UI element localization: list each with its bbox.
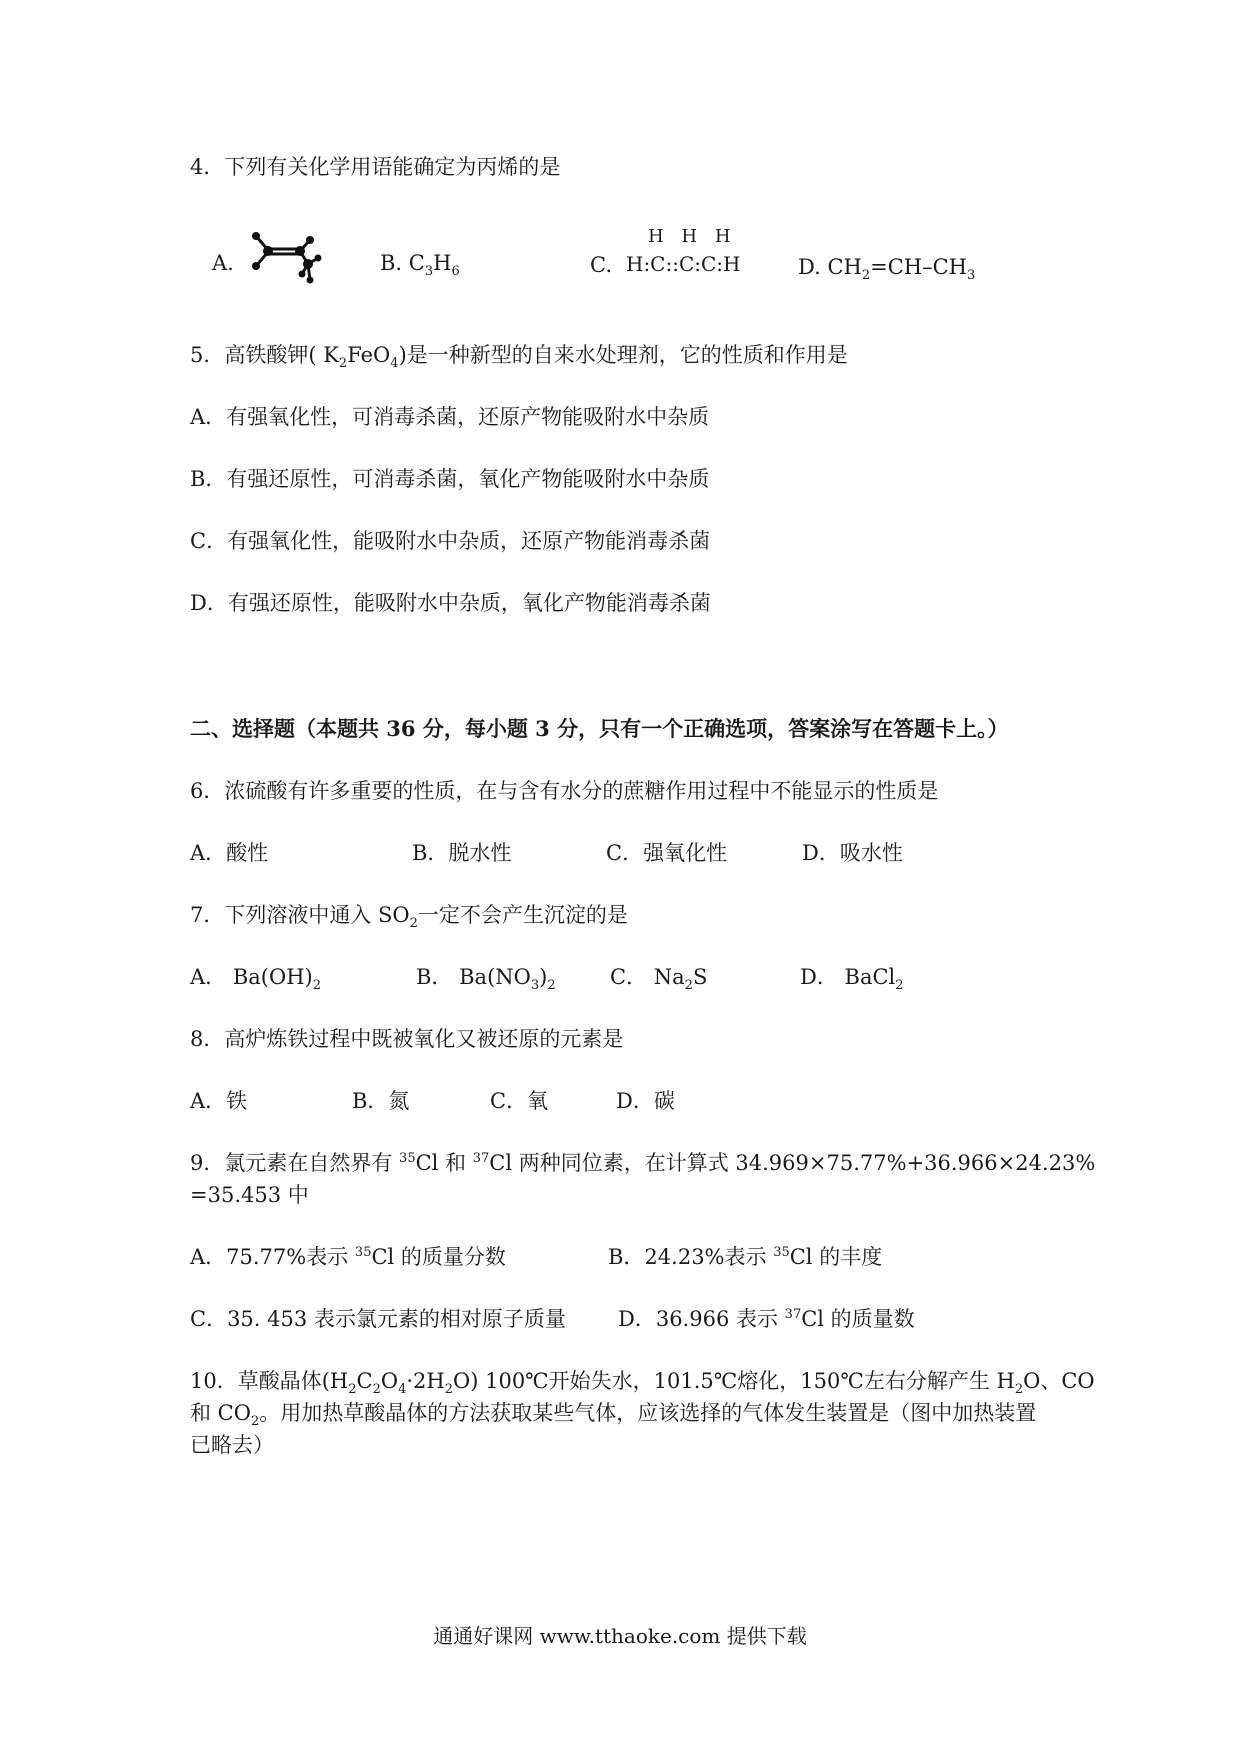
q4-option-d-part1: CH [827, 255, 862, 279]
q4-option-b[interactable] [380, 248, 460, 278]
q8-option-c[interactable]: C．氧 [490, 1089, 549, 1113]
q4-option-b-label: B. [380, 251, 409, 275]
q7-option-d-formula: BaCl [844, 965, 896, 989]
q4-option-b-sub-3: 3 [424, 264, 434, 280]
q8-option-b[interactable]: B．氮 [352, 1089, 410, 1113]
q9-option-b[interactable] [608, 1242, 882, 1272]
q7-option-c-sub: 2 [684, 978, 693, 994]
q10-sub-3: 4 [398, 1382, 407, 1398]
q7-option-b-paren: ) [539, 965, 548, 989]
q10-part-e: O) 100℃开始失水，101.5℃熔化，150℃左右分解产生 H [453, 1369, 1015, 1393]
q10-part-c: O [380, 1369, 399, 1393]
q8-option-a[interactable]: A．铁 [190, 1089, 248, 1113]
q4-option-d-label: D. [798, 255, 828, 279]
q9-option-d[interactable] [618, 1304, 915, 1334]
q8-stem: 8．高炉炼铁过程中既被氧化又被还原的元素是 [190, 1027, 624, 1051]
q4-option-b-formula-h: H [433, 251, 452, 275]
q10-stem-line2 [190, 1398, 1036, 1428]
q10-stem-line3: 已略去） [190, 1433, 274, 1457]
q6-stem: 6．浓硫酸有许多重要的性质，在与含有水分的蔗糖作用过程中不能显示的性质是 [190, 779, 939, 803]
q10-part-b: C [356, 1369, 373, 1393]
q4-option-d-part2: =CH–CH [870, 255, 967, 279]
q4-option-a-label: A. [212, 251, 234, 275]
q10-sub-1: 2 [348, 1382, 357, 1398]
q4-option-c-electron-formula: H:C::C:C:H [626, 252, 741, 276]
q7-option-d-sub: 2 [895, 978, 904, 994]
q7-option-c-s: S [692, 965, 708, 989]
q4-option-d[interactable] [798, 252, 975, 282]
q7-stem-pre: 7．下列溶液中通入 SO [190, 903, 410, 927]
q5-stem-post: )是一种新型的自来水处理剂，它的性质和作用是 [398, 343, 848, 367]
q6-option-c[interactable]: C．强氧化性 [606, 841, 728, 865]
q9-stem-part-b: Cl 和 [415, 1151, 473, 1175]
q7-option-c[interactable] [610, 962, 707, 992]
section-2-heading: 二、选择题（本题共 36 分，每小题 3 分，只有一个正确选项，答案涂写在答题卡上。） [190, 716, 1009, 741]
q4-option-c-label: C. [590, 253, 612, 277]
q9-option-a-post: Cl 的质量分数 [371, 1245, 506, 1269]
q9-stem-part-c: Cl 两种同位素，在计算式 34.969×75.77%+36.966×24.23% [489, 1151, 1096, 1175]
q6-option-d[interactable]: D．吸水性 [802, 841, 903, 865]
q9-stem-line2: =35.453 中 [190, 1183, 309, 1207]
q7-option-a-formula: Ba(OH) [232, 965, 313, 989]
q5-option-b[interactable]: B．有强还原性，可消毒杀菌，氧化产物能吸附水中杂质 [190, 467, 710, 491]
q7-option-a-label: A． [190, 965, 227, 989]
q7-option-c-label: C． [610, 965, 648, 989]
q5-stem-pre: 5．高铁酸钾( K [190, 343, 339, 367]
q9-option-b-post: Cl 的丰度 [789, 1245, 883, 1269]
q9-option-a[interactable] [190, 1242, 506, 1272]
q7-option-b-sub-2: 2 [547, 978, 556, 994]
q9-option-b-pre: B．24.23%表示 [608, 1245, 774, 1269]
q5-option-d[interactable]: D．有强还原性，能吸附水中杂质，氧化产物能消毒杀菌 [190, 591, 711, 615]
q7-stem [190, 900, 628, 930]
q6-option-b[interactable]: B．脱水性 [412, 841, 512, 865]
q10-line2-part-b: 。用加热草酸晶体的方法获取某些气体，应该选择的气体发生装置是（图中加热装置 [259, 1401, 1037, 1425]
q7-option-b-label: B． [416, 965, 453, 989]
q6-option-a[interactable]: A．酸性 [190, 841, 269, 865]
q10-part-a: 10．草酸晶体(H [190, 1369, 349, 1393]
q10-line2-part-a: 和 CO [190, 1401, 251, 1425]
q10-part-f: O、CO [1023, 1369, 1095, 1393]
q4-option-d-sub-3: 3 [966, 268, 976, 284]
q10-sub-5: 2 [1014, 1382, 1024, 1398]
q7-option-d[interactable] [800, 962, 904, 992]
page-footer: 通通好课网 www.tthaoke.com 提供下载 [433, 1624, 807, 1648]
q5-stem-mid: FeO [347, 343, 391, 367]
q9-option-d-pre: D．36.966 表示 [618, 1307, 785, 1331]
q9-option-d-sup: 37 [784, 1307, 802, 1322]
q5-option-c[interactable]: C．有强氧化性，能吸附水中杂质，还原产物能消毒杀菌 [190, 529, 711, 553]
q7-option-d-label: D． [800, 965, 838, 989]
q5-option-a[interactable]: A．有强氧化性，可消毒杀菌，还原产物能吸附水中杂质 [190, 405, 710, 429]
q10-sub-4: 2 [444, 1382, 454, 1398]
q7-stem-post: 一定不会产生沉淀的是 [417, 903, 628, 927]
q8-option-d[interactable]: D．碳 [616, 1089, 675, 1113]
q9-option-a-sup: 35 [354, 1245, 372, 1260]
q4-option-b-formula-c: C [408, 251, 425, 275]
q9-option-a-pre: A．75.77%表示 [190, 1245, 355, 1269]
q7-option-b-sub-3: 3 [530, 978, 540, 994]
q9-sup-35: 35 [399, 1151, 416, 1166]
q4-stem: 4．下列有关化学用语能确定为丙烯的是 [190, 155, 561, 179]
q4-option-d-sub-2: 2 [861, 268, 871, 284]
q9-option-c[interactable]: C．35. 453 表示氯元素的相对原子质量 [190, 1307, 566, 1331]
q10-sub-2: 2 [372, 1382, 381, 1398]
q4-option-b-sub-6: 6 [451, 264, 460, 280]
q7-option-a-sub: 2 [312, 978, 322, 994]
q7-option-b-formula: Ba(NO [459, 965, 531, 989]
q9-option-d-post: Cl 的质量数 [801, 1307, 915, 1331]
q4-option-c-top-hydrogens: H H H [648, 226, 737, 247]
q10-stem-line1 [190, 1366, 1095, 1396]
q7-option-c-formula: Na [653, 965, 685, 989]
q5-stem-sub-2: 2 [338, 356, 348, 372]
q10-sub-6: 2 [250, 1414, 260, 1430]
q7-option-b[interactable] [416, 962, 556, 992]
q5-stem [190, 340, 848, 370]
q7-stem-sub-2: 2 [409, 916, 418, 932]
propene-ball-stick-model-icon [238, 228, 328, 288]
q7-option-a[interactable] [190, 962, 321, 992]
q9-stem-line1 [190, 1148, 1095, 1178]
q5-stem-sub-4: 4 [390, 356, 399, 372]
q9-option-b-sup: 35 [773, 1245, 790, 1260]
q10-part-d: ·2H [406, 1369, 445, 1393]
q9-sup-37: 37 [472, 1151, 490, 1166]
q9-stem-part-a: 9．氯元素在自然界有 [190, 1151, 400, 1175]
